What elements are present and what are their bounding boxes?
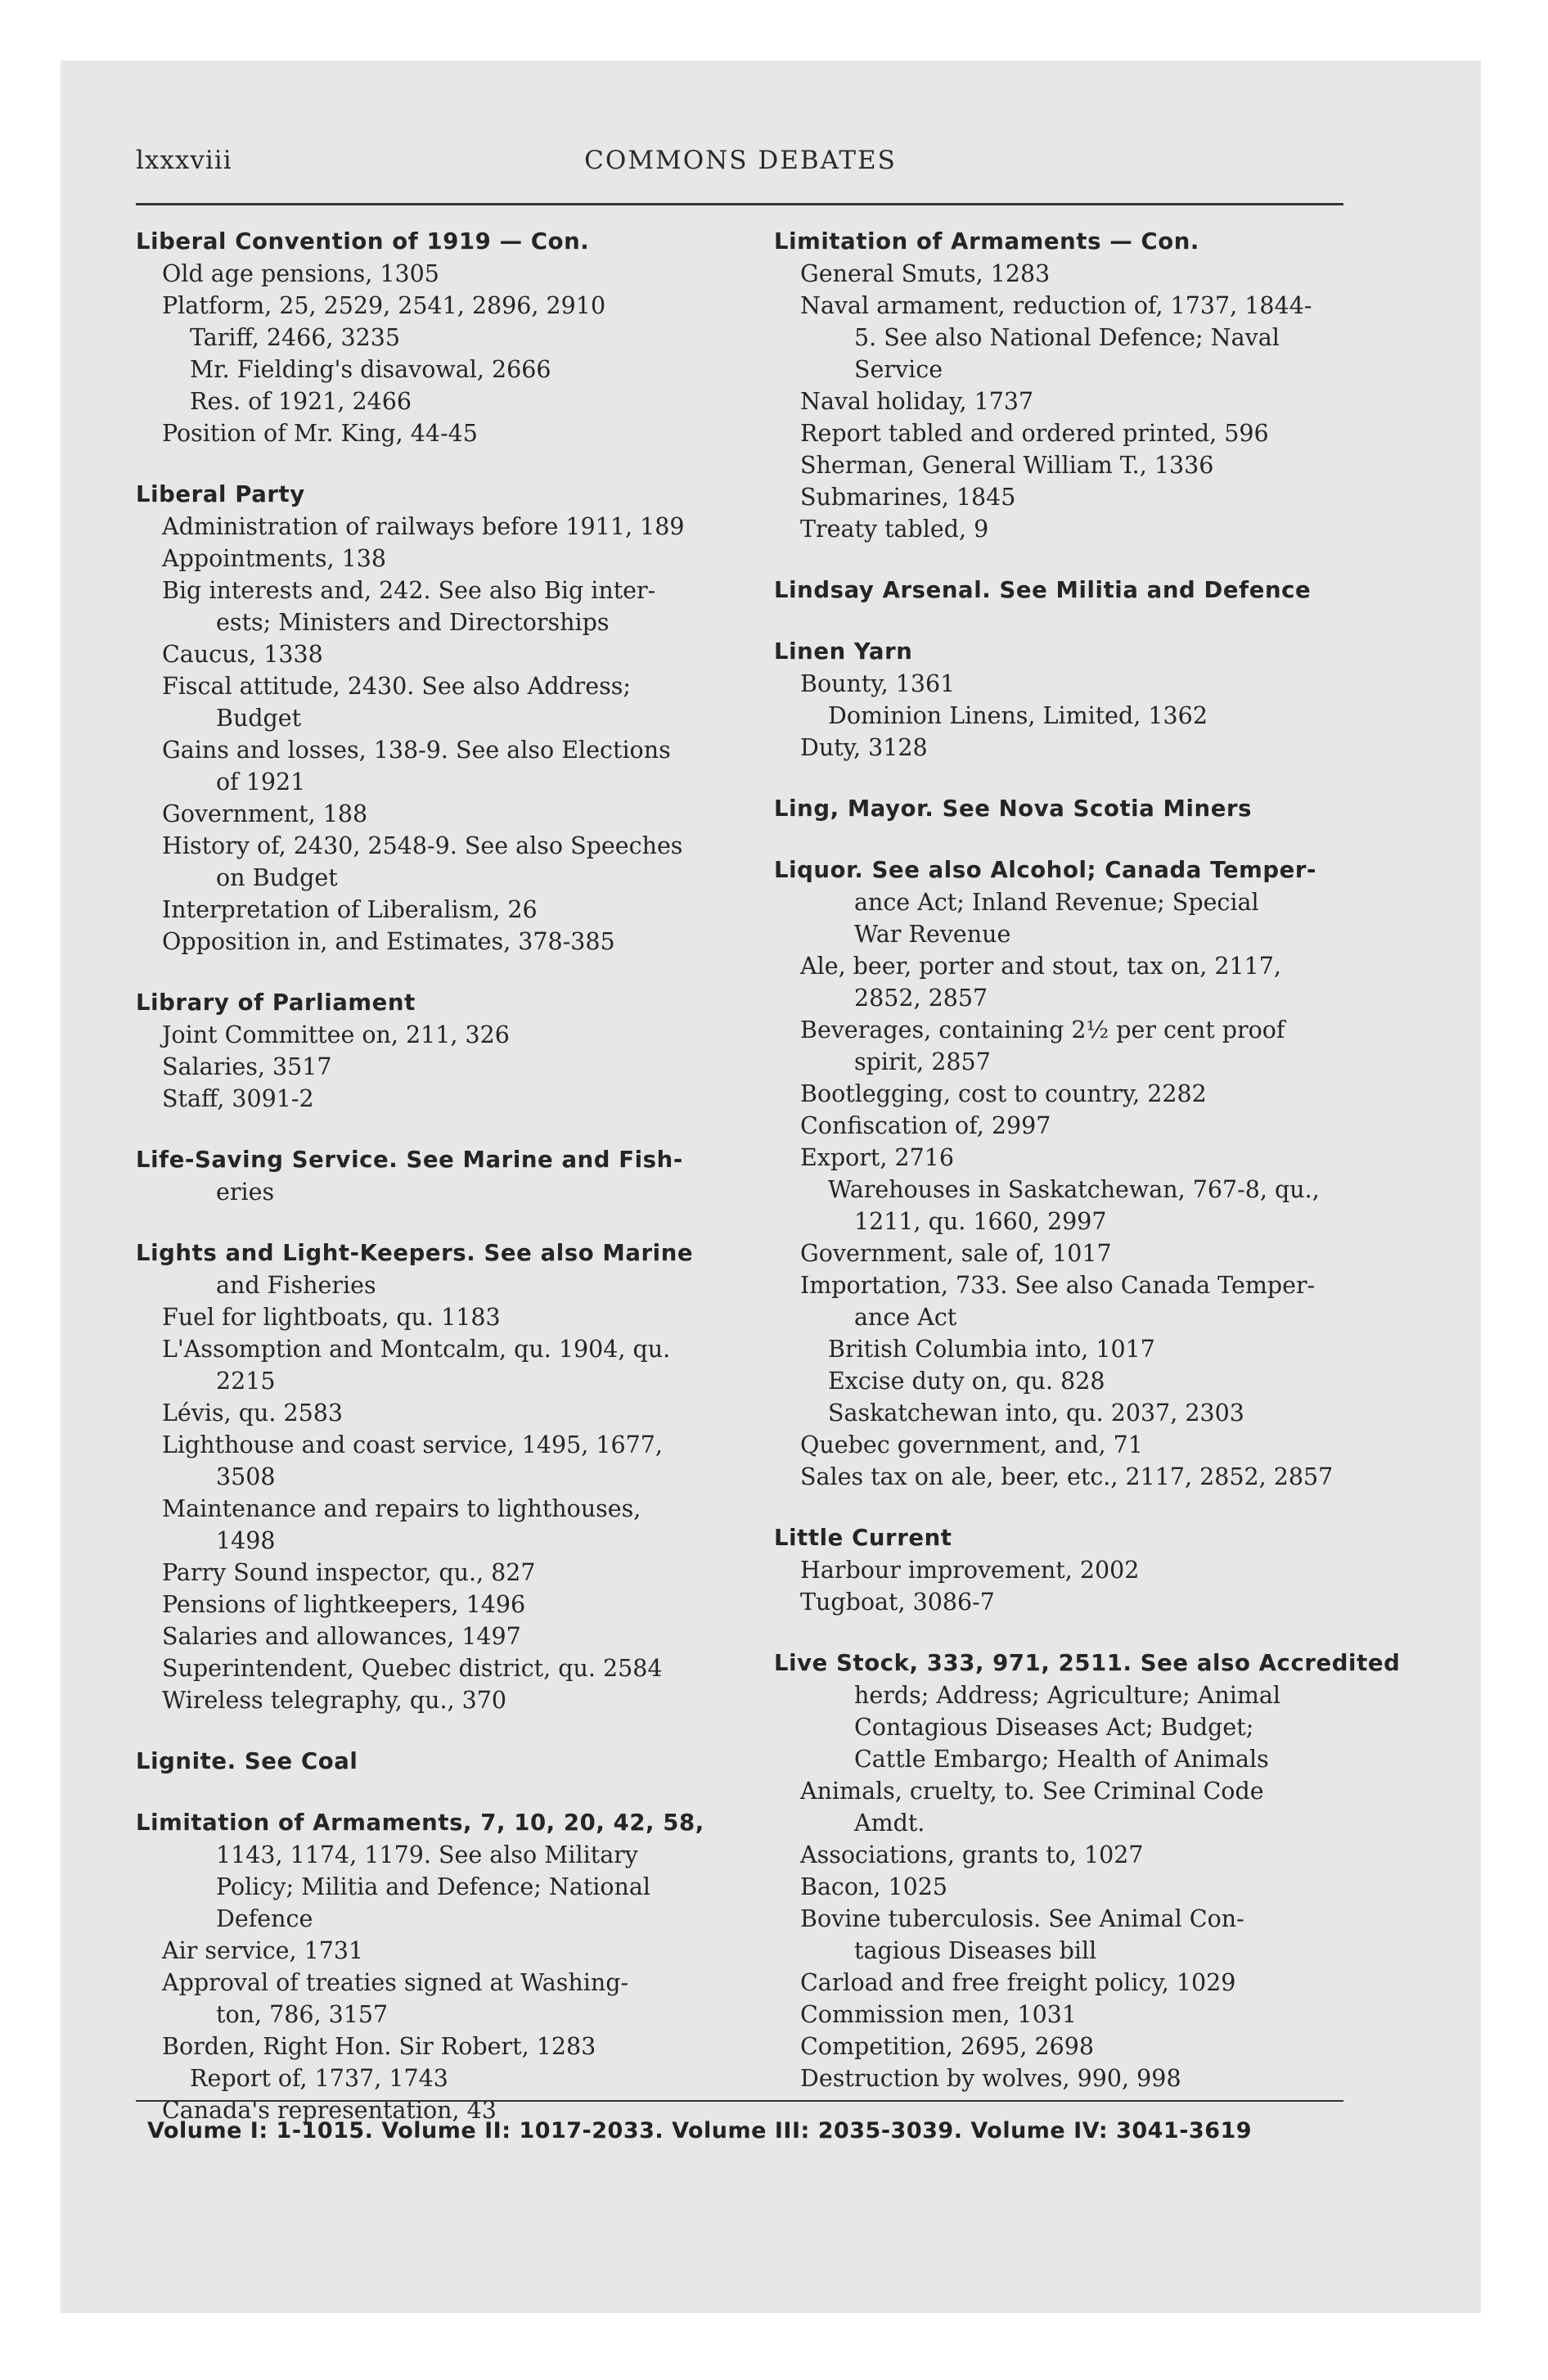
entry-subline: British Columbia into, 1017 <box>828 1336 1155 1363</box>
entry-subline: Export, 2716 <box>800 1144 955 1171</box>
entry-subline: Administration of railways before 1911, 189 <box>162 513 685 540</box>
entry-subline: 1498 <box>216 1527 276 1554</box>
entry-subline: Carload and free freight policy, 1029 <box>800 1969 1236 1996</box>
entry-subline: Borden, Right Hon. Sir Robert, 1283 <box>162 2033 596 2060</box>
entry-subline: and Fisheries <box>216 1272 376 1299</box>
index-entry <box>774 636 1389 764</box>
entry-subline: Animals, cruelty, to. See Criminal Code <box>800 1778 1264 1805</box>
entry-subline: Defence <box>216 1905 313 1932</box>
entry-subline: Position of Mr. King, 44-45 <box>162 420 478 447</box>
entry-heading: Little Current <box>774 1525 952 1551</box>
entry-subline: Ale, beer, porter and stout, tax on, 2117, <box>800 953 1281 980</box>
entry-subline: Wireless telegraphy, qu., 370 <box>162 1687 507 1714</box>
entry-subline: ance Act <box>854 1304 957 1331</box>
entry-subline: 2215 <box>216 1368 276 1395</box>
entry-subline: Cattle Embargo; Health of Animals <box>854 1746 1269 1773</box>
entry-subline: Staff, 3091-2 <box>162 1085 314 1112</box>
index-entry <box>136 1237 741 1716</box>
entry-subline: ests; Ministers and Directorships <box>216 609 610 636</box>
entry-subline: Maintenance and repairs to lighthouses, <box>162 1495 641 1522</box>
entry-subline: Lighthouse and coast service, 1495, 1677, <box>162 1431 663 1458</box>
index-entry <box>136 1144 741 1208</box>
entry-subline: Big interests and, 242. See also Big inter- <box>162 577 656 604</box>
entry-subline: Platform, 25, 2529, 2541, 2896, 2910 <box>162 292 606 319</box>
entry-subline: spirit, 2857 <box>854 1048 991 1075</box>
entry-subline: Fuel for lightboats, qu. 1183 <box>162 1304 501 1331</box>
index-entry <box>136 1807 741 2126</box>
entry-subline: Bacon, 1025 <box>800 1873 948 1900</box>
entry-subline: Salaries and allowances, 1497 <box>162 1623 521 1650</box>
entry-subline: Report of, 1737, 1743 <box>190 2065 448 2092</box>
index-entry <box>774 793 1389 825</box>
entry-subline: Parry Sound inspector, qu., 827 <box>162 1559 536 1586</box>
entry-subline: eries <box>216 1179 275 1206</box>
entry-heading: Liberal Convention of 1919 — Con. <box>136 228 590 255</box>
entry-subline: Associations, grants to, 1027 <box>800 1841 1144 1868</box>
entry-subline: Canada's representation, 43 <box>162 2097 497 2124</box>
volume-footer: Volume I: 1-1015. Volume II: 1017-2033. Volume III: 2035-3039. Volume IV: 3041-3619 <box>147 2118 1253 2143</box>
entry-subline: Service <box>854 356 943 383</box>
right-column <box>774 226 1401 2124</box>
entry-subline: Bootlegging, cost to country, 2282 <box>800 1080 1207 1107</box>
entry-subline: herds; Address; Agriculture; Animal <box>854 1682 1280 1709</box>
entry-subline: on Budget <box>216 864 338 891</box>
entry-heading: Library of Parliament <box>136 989 416 1016</box>
entry-heading: Ling, Mayor. See Nova Scotia Miners <box>774 796 1253 822</box>
entry-subline: Government, 188 <box>162 800 368 827</box>
entry-subline: Sales tax on ale, beer, etc., 2117, 2852, 2857 <box>800 1463 1334 1490</box>
entry-subline: Commission men, 1031 <box>800 2001 1077 2028</box>
entry-subline: ton, 786, 3157 <box>216 2001 389 2028</box>
entry-subline: Opposition in, and Estimates, 378-385 <box>162 928 615 955</box>
entry-subline: Submarines, 1845 <box>800 484 1016 511</box>
entry-subline: History of, 2430, 2548-9. See also Speeches <box>162 832 683 859</box>
entry-subline: Appointments, 138 <box>162 545 386 572</box>
footer-rule <box>136 2100 1343 2102</box>
entry-heading: Lignite. See Coal <box>136 1748 358 1774</box>
entry-subline: Destruction by wolves, 990, 998 <box>800 2065 1181 2092</box>
entry-subline: 5. See also National Defence; Naval <box>854 324 1280 351</box>
entry-subline: Caucus, 1338 <box>162 641 323 668</box>
entry-subline: 3508 <box>216 1463 276 1490</box>
entry-subline: Government, sale of, 1017 <box>800 1240 1112 1267</box>
entry-subline: General Smuts, 1283 <box>800 260 1051 287</box>
entry-heading: Liquor. See also Alcohol; Canada Temper- <box>774 857 1317 883</box>
entry-subline: Saskatchewan into, qu. 2037, 2303 <box>828 1400 1244 1427</box>
entry-subline: Naval armament, reduction of, 1737, 1844- <box>800 292 1312 319</box>
index-entry <box>774 1648 1401 2094</box>
entry-heading: Linen Yarn <box>774 638 913 665</box>
entry-subline: Mr. Fielding's disavowal, 2666 <box>190 356 551 383</box>
entry-subline: Tariff, 2466, 3235 <box>190 324 401 351</box>
entry-subline: Importation, 733. See also Canada Temper- <box>800 1272 1316 1299</box>
entry-subline: Excise duty on, qu. 828 <box>828 1368 1105 1395</box>
entry-heading: Limitation of Armaments, 7, 10, 20, 42, 58, <box>136 1810 704 1836</box>
entry-subline: Naval holiday, 1737 <box>800 388 1034 415</box>
entry-subline: Old age pensions, 1305 <box>162 260 439 287</box>
index-entry <box>774 575 1389 606</box>
entry-subline: Contagious Diseases Act; Budget; <box>854 1714 1254 1741</box>
entry-subline: Joint Committee on, 211, 326 <box>162 1021 510 1048</box>
entry-subline: Res. of 1921, 2466 <box>190 388 412 415</box>
entry-subline: Duty, 3128 <box>800 734 928 761</box>
entry-subline: Dominion Linens, Limited, 1362 <box>828 702 1208 729</box>
entry-subline: Lévis, qu. 2583 <box>162 1400 344 1427</box>
entry-heading: Lights and Light-Keepers. See also Marine <box>136 1240 694 1266</box>
page-header <box>136 146 1345 187</box>
entry-heading: Lindsay Arsenal. See Militia and Defence <box>774 577 1312 603</box>
entry-heading: Liberal Party <box>136 481 305 507</box>
entry-subline: Bounty, 1361 <box>800 670 956 697</box>
entry-subline: Approval of treaties signed at Washing- <box>162 1969 629 1996</box>
index-entry <box>136 987 741 1115</box>
index-entry <box>774 226 1389 545</box>
entry-subline: Interpretation of Liberalism, 26 <box>162 896 538 923</box>
index-entry <box>136 1746 741 1778</box>
entry-subline: ance Act; Inland Revenue; Special <box>854 889 1259 916</box>
entry-heading: Limitation of Armaments — Con. <box>774 228 1199 255</box>
entry-subline: Harbour improvement, 2002 <box>800 1557 1140 1584</box>
page-number: lxxxviii <box>136 146 232 175</box>
entry-subline: tagious Diseases bill <box>854 1937 1097 1964</box>
running-title: COMMONS DEBATES <box>584 146 897 175</box>
entry-subline: War Revenue <box>854 921 1011 948</box>
entry-subline: of 1921 <box>216 769 306 796</box>
entry-subline: 2852, 2857 <box>854 985 988 1012</box>
entry-subline: Superintendent, Quebec district, qu. 2584 <box>162 1655 663 1682</box>
entry-subline: Air service, 1731 <box>162 1937 364 1964</box>
entry-subline: Gains and losses, 138-9. See also Elections <box>162 737 671 764</box>
entry-subline: Warehouses in Saskatchewan, 767-8, qu., <box>828 1176 1320 1203</box>
entry-subline: Quebec government, and, 71 <box>800 1431 1143 1458</box>
index-entry <box>774 1522 1389 1618</box>
entry-heading: Life-Saving Service. See Marine and Fish- <box>136 1147 683 1173</box>
entry-subline: Policy; Militia and Defence; National <box>216 1873 651 1900</box>
entry-subline: Report tabled and ordered printed, 596 <box>800 420 1269 447</box>
entry-subline: Competition, 2695, 2698 <box>800 2033 1095 2060</box>
entry-subline: L'Assomption and Montcalm, qu. 1904, qu. <box>162 1336 671 1363</box>
entry-subline: Pensions of lightkeepers, 1496 <box>162 1591 526 1618</box>
entry-subline: Beverages, containing 2½ per cent proof <box>800 1016 1285 1044</box>
entry-subline: Sherman, General William T., 1336 <box>800 452 1214 479</box>
entry-subline: 1143, 1174, 1179. See also Military <box>216 1841 638 1868</box>
entry-subline: Bovine tuberculosis. See Animal Con- <box>800 1905 1244 1932</box>
index-entry <box>774 854 1389 1493</box>
entry-subline: Treaty tabled, 9 <box>800 516 989 543</box>
entry-subline: Fiscal attitude, 2430. See also Address; <box>162 673 632 700</box>
index-entry <box>136 479 741 958</box>
left-column <box>136 226 741 2156</box>
index-entry <box>136 226 741 449</box>
entry-subline: Amdt. <box>854 1810 925 1837</box>
entry-subline: Salaries, 3517 <box>162 1053 332 1080</box>
entry-subline: 1211, qu. 1660, 2997 <box>854 1208 1107 1235</box>
header-rule <box>136 203 1343 205</box>
entry-subline: Tugboat, 3086-7 <box>800 1589 995 1616</box>
entry-subline: Confiscation of, 2997 <box>800 1112 1051 1139</box>
entry-subline: Budget <box>216 705 302 732</box>
entry-heading: Live Stock, 333, 971, 2511. See also Accredited <box>774 1650 1401 1676</box>
